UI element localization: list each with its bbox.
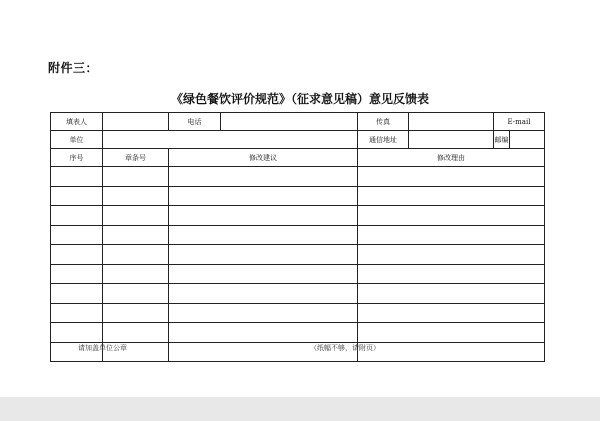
suggestion-cell[interactable]	[169, 186, 358, 206]
seq-cell[interactable]	[51, 167, 103, 187]
suggestion-cell[interactable]	[169, 167, 358, 187]
suggestion-cell[interactable]	[169, 323, 358, 343]
paper-note: （纸幅不够，请附页）	[310, 344, 380, 352]
feedback-row	[51, 206, 545, 226]
clause-cell[interactable]	[103, 264, 169, 284]
reason-cell[interactable]	[358, 167, 545, 187]
unit-input[interactable]	[103, 131, 358, 149]
feedback-row	[51, 225, 545, 245]
clause-cell[interactable]	[103, 206, 169, 226]
column-header-suggestion: 修改建议	[169, 149, 358, 167]
clause-cell[interactable]	[103, 225, 169, 245]
reason-cell[interactable]	[358, 225, 545, 245]
seq-cell[interactable]	[51, 206, 103, 226]
unit-label: 单位	[51, 131, 103, 149]
feedback-row	[51, 323, 545, 343]
feedback-row	[51, 284, 545, 304]
reason-cell[interactable]	[358, 245, 545, 265]
reason-cell[interactable]	[358, 323, 545, 343]
seq-cell[interactable]	[51, 303, 103, 323]
address-input[interactable]	[409, 131, 494, 149]
clause-cell[interactable]	[103, 284, 169, 304]
phone-label: 电话	[169, 113, 221, 131]
suggestion-cell[interactable]	[169, 245, 358, 265]
phone-input[interactable]	[221, 113, 358, 131]
fax-label: 传真	[358, 113, 409, 131]
reason-cell[interactable]	[358, 206, 545, 226]
feedback-row	[51, 264, 545, 284]
seq-cell[interactable]	[51, 245, 103, 265]
page-bottom-band	[0, 397, 600, 421]
email-label: E-mail	[494, 113, 545, 131]
feedback-form-table	[50, 112, 545, 362]
header-row-2	[51, 131, 545, 149]
suggestion-cell[interactable]	[169, 206, 358, 226]
form-title: 《绿色餐饮评价规范》（征求意见稿）意见反馈表	[170, 92, 429, 106]
postcode-input[interactable]	[510, 131, 545, 149]
feedback-row	[51, 167, 545, 187]
suggestion-cell[interactable]	[169, 284, 358, 304]
filler-label: 填表人	[51, 113, 103, 131]
feedback-rows	[51, 167, 545, 362]
header-row-1	[51, 113, 545, 131]
seq-cell[interactable]	[51, 225, 103, 245]
feedback-row	[51, 186, 545, 206]
column-header-seq: 序号	[51, 149, 103, 167]
filler-input[interactable]	[103, 113, 169, 131]
seq-cell[interactable]	[51, 264, 103, 284]
column-header-row	[51, 149, 545, 167]
seq-cell[interactable]	[51, 284, 103, 304]
postcode-label: 邮编	[494, 131, 510, 149]
reason-cell[interactable]	[358, 186, 545, 206]
address-label: 通信地址	[358, 131, 409, 149]
column-header-reason: 修改理由	[358, 149, 545, 167]
reason-cell[interactable]	[358, 303, 545, 323]
seal-note: 请加盖单位公章	[78, 344, 127, 352]
clause-cell[interactable]	[103, 245, 169, 265]
column-header-clause: 章条号	[103, 149, 169, 167]
clause-cell[interactable]	[103, 167, 169, 187]
fax-input[interactable]	[409, 113, 494, 131]
seq-cell[interactable]	[51, 186, 103, 206]
suggestion-cell[interactable]	[169, 264, 358, 284]
clause-cell[interactable]	[103, 186, 169, 206]
suggestion-cell[interactable]	[169, 225, 358, 245]
clause-cell[interactable]	[103, 303, 169, 323]
feedback-row	[51, 245, 545, 265]
suggestion-cell[interactable]	[169, 303, 358, 323]
seq-cell[interactable]	[51, 323, 103, 343]
reason-cell[interactable]	[358, 342, 545, 362]
reason-cell[interactable]	[358, 284, 545, 304]
clause-cell[interactable]	[103, 323, 169, 343]
feedback-row	[51, 303, 545, 323]
reason-cell[interactable]	[358, 264, 545, 284]
attachment-label: 附件三：	[48, 61, 99, 75]
